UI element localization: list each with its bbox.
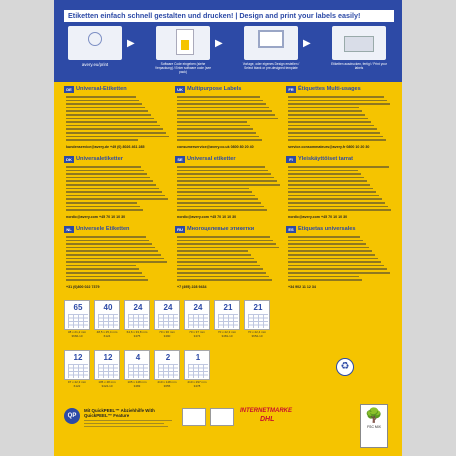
body-text-line xyxy=(177,261,257,263)
body-text-line xyxy=(288,103,390,105)
body-text-line xyxy=(66,261,167,263)
step-caption: Etiketten ausdrucken, fertig! / Print your labels xyxy=(331,62,387,70)
label-sheet-preview xyxy=(154,300,180,330)
contact-info: +7 (495) 228 9434 xyxy=(177,285,207,289)
body-text-line xyxy=(66,250,158,252)
label-format-tile xyxy=(214,300,240,340)
label-sheet-preview xyxy=(184,300,210,330)
body-text-line xyxy=(177,236,270,238)
body-text-line xyxy=(288,188,373,190)
body-text-line xyxy=(177,272,266,274)
body-text-line xyxy=(66,136,169,138)
contact-info: consumerservice@avery.co.uk 0800 80 20 40 xyxy=(177,145,254,149)
body-text-line xyxy=(66,206,140,208)
step-caption: avery.eu/print xyxy=(81,62,109,67)
recycle-icon: ♻ xyxy=(336,358,354,376)
label-size: 70 x 42,3 mm 3481-10 xyxy=(217,330,237,338)
body-text-line xyxy=(288,279,362,281)
label-sheet-preview xyxy=(244,300,270,330)
label-size: 70 x 37 mm 3474 xyxy=(189,330,205,338)
body-text-line xyxy=(66,114,151,116)
body-text-line xyxy=(66,132,166,134)
body-text-line xyxy=(288,184,370,186)
section-nl xyxy=(64,226,172,294)
contact-info: nordic@avery.com +45 70 10 10 30 xyxy=(288,215,348,219)
step-select-template xyxy=(240,24,302,78)
label-sheet-preview xyxy=(94,350,120,380)
quickpeel-illustration xyxy=(210,408,234,426)
header-title: Etiketten einfach schnell gestalten und drucken! | Design and print your labels easily! xyxy=(64,10,394,22)
body-text-line xyxy=(288,128,377,130)
section-title: Étiquettes Multi-usages xyxy=(298,86,361,92)
dhl-logo: DHL xyxy=(260,416,290,424)
section-fi xyxy=(286,156,394,224)
body-text-line xyxy=(177,121,247,123)
label-format-tile xyxy=(64,300,90,340)
body-text-line xyxy=(288,272,390,274)
body-text-line xyxy=(177,279,272,281)
labels-per-sheet: 2 xyxy=(165,353,171,362)
body-text-line xyxy=(177,250,248,252)
label-sheet-preview xyxy=(64,300,90,330)
body-text-line xyxy=(177,139,262,141)
label-format-grid xyxy=(64,300,394,400)
body-text-line xyxy=(66,272,142,274)
section-title: Multipurpose Labels xyxy=(187,86,242,92)
label-sheet-icon xyxy=(176,29,194,55)
labels-per-sheet: 65 xyxy=(73,303,83,312)
body-text-line xyxy=(288,121,371,123)
body-text-line xyxy=(66,170,144,172)
footer xyxy=(64,404,394,450)
body-text-line xyxy=(288,240,363,242)
body-text-line xyxy=(177,202,261,204)
labels-per-sheet: 40 xyxy=(103,303,113,312)
label-size: 105 x 48 mm 3424-10 xyxy=(98,380,116,388)
body-text-line xyxy=(177,177,274,179)
body-text-line xyxy=(177,188,249,190)
label-sheet-preview xyxy=(94,300,120,330)
body-text-line xyxy=(66,279,148,281)
body-text-line xyxy=(288,170,358,172)
fsc-logo xyxy=(360,404,388,448)
label-size: 64,6 x 33,8 mm 3475 xyxy=(126,330,148,338)
globe-icon xyxy=(88,32,102,46)
printer-icon xyxy=(344,36,374,52)
body-text-line xyxy=(66,191,162,193)
body-text-line xyxy=(177,96,260,98)
contact-info: service.consommateurs@avery.fr 0800 10 20 30 xyxy=(288,145,370,149)
body-text-line xyxy=(288,261,381,263)
body-text-line xyxy=(66,240,149,242)
fsc-tree-icon: 🌳 xyxy=(365,407,383,423)
label-format-tile xyxy=(64,350,90,390)
body-text-line xyxy=(288,114,365,116)
body-text-line xyxy=(66,173,147,175)
body-text-line xyxy=(177,110,272,112)
body-text-line xyxy=(177,128,253,130)
language-code: DK xyxy=(64,156,74,163)
body-text-line xyxy=(66,195,165,197)
label-sheet-preview xyxy=(214,300,240,330)
section-title: Многоцелевые этикетки xyxy=(187,226,255,232)
labels-per-sheet: 21 xyxy=(223,303,233,312)
body-text-line xyxy=(177,166,265,168)
body-text-line xyxy=(177,118,278,120)
body-text-line xyxy=(177,240,273,242)
language-code: FI xyxy=(286,156,296,163)
section-de xyxy=(64,86,172,154)
section-ru xyxy=(175,226,283,294)
section-title: Etiquetas universales xyxy=(298,226,356,232)
body-text-line xyxy=(66,166,141,168)
body-text-line xyxy=(288,139,386,141)
body-text-line xyxy=(66,177,150,179)
section-se xyxy=(175,156,283,224)
label-format-tile xyxy=(244,300,270,340)
quickpeel-title: Mit QuickPEEL™ Abziehhilfe With QuickPEEL™ Feature xyxy=(84,408,155,418)
label-sheet-preview xyxy=(124,300,150,330)
body-text-line xyxy=(288,209,391,211)
body-text-line xyxy=(177,180,277,182)
product-sheet xyxy=(54,0,402,456)
body-text-line xyxy=(66,202,137,204)
body-text-line xyxy=(66,125,160,127)
label-format-tile xyxy=(94,300,120,340)
fsc-text: FSC MIX xyxy=(367,425,381,429)
body-text-line xyxy=(177,268,263,270)
body-text-line xyxy=(288,265,384,267)
labels-per-sheet: 24 xyxy=(193,303,203,312)
contact-info: nordic@avery.com +45 70 10 10 30 xyxy=(177,215,237,219)
body-text-line xyxy=(66,139,138,141)
section-title: Universaletiketter xyxy=(76,156,123,162)
label-sheet-preview xyxy=(64,350,90,380)
body-text-line xyxy=(288,236,360,238)
body-text-line xyxy=(177,173,271,175)
labels-per-sheet: 1 xyxy=(195,353,201,362)
body-text-line xyxy=(288,250,372,252)
quickpeel-text xyxy=(84,420,174,429)
step-print xyxy=(328,24,390,78)
body-text-line xyxy=(288,125,374,127)
labels-per-sheet: 12 xyxy=(73,353,83,362)
body-text-line xyxy=(288,247,369,249)
step-software-code xyxy=(152,24,214,78)
language-code: FR xyxy=(286,86,296,93)
body-text-line xyxy=(288,198,382,200)
instruction-steps xyxy=(64,24,394,78)
arrow-right-icon: ▶ xyxy=(127,38,135,49)
instruction-header xyxy=(54,0,402,82)
section-title: Universal etiketter xyxy=(187,156,236,162)
body-text-line xyxy=(66,103,142,105)
body-text-line xyxy=(288,96,384,98)
body-text-line xyxy=(66,247,155,249)
labels-per-sheet: 12 xyxy=(103,353,113,362)
body-text-line xyxy=(66,188,159,190)
body-text-line xyxy=(177,170,268,172)
body-text-line xyxy=(177,276,269,278)
body-text-line xyxy=(288,177,364,179)
body-text-line xyxy=(288,107,359,109)
labels-per-sheet: 24 xyxy=(163,303,173,312)
body-text-line xyxy=(66,236,146,238)
quickpeel-badge: QP xyxy=(64,408,80,424)
label-format-tile xyxy=(184,350,210,390)
body-text-line xyxy=(288,258,378,260)
body-text-line xyxy=(177,243,276,245)
contact-info: nordic@avery.com +45 70 10 10 30 xyxy=(66,215,126,219)
section-fr xyxy=(286,86,394,154)
body-text-line xyxy=(288,206,388,208)
body-text-line xyxy=(66,128,163,130)
step-caption: Software Code eingeben (siehe Verpackung) / Enter software code (see pack) xyxy=(155,62,211,74)
body-text-line xyxy=(288,118,368,120)
label-sheet-preview xyxy=(154,350,180,380)
section-es xyxy=(286,226,394,294)
arrow-right-icon: ▶ xyxy=(303,38,311,49)
body-text-line xyxy=(66,243,152,245)
body-text-line xyxy=(177,247,279,249)
body-text-line xyxy=(66,268,139,270)
label-format-tile xyxy=(154,300,180,340)
internetmarke-logo: INTERNETMARKE xyxy=(240,408,292,414)
body-text-line xyxy=(288,202,385,204)
body-text-line xyxy=(177,125,250,127)
labels-per-sheet: 24 xyxy=(133,303,143,312)
body-text-line xyxy=(288,136,383,138)
body-text-line xyxy=(177,209,267,211)
body-text-line xyxy=(66,107,145,109)
label-size: 70 x 36 mm 3490 xyxy=(159,330,175,338)
body-text-line xyxy=(177,191,252,193)
body-text-line xyxy=(288,195,379,197)
body-text-line xyxy=(288,254,375,256)
body-text-line xyxy=(177,184,280,186)
label-format-tile xyxy=(124,350,150,390)
body-text-line xyxy=(177,100,263,102)
body-text-line xyxy=(177,258,254,260)
body-text-line xyxy=(177,103,266,105)
arrow-right-icon: ▶ xyxy=(215,38,223,49)
language-code: UK xyxy=(175,86,185,93)
section-title: Universal-Etiketten xyxy=(76,86,127,92)
body-text-line xyxy=(288,100,387,102)
body-text-line xyxy=(66,276,145,278)
language-code: NL xyxy=(64,226,74,233)
contact-info: +31 (0)800 022 7379 xyxy=(66,285,100,289)
body-text-line xyxy=(66,265,136,267)
body-text-line xyxy=(66,96,136,98)
body-text-line xyxy=(288,191,376,193)
label-size: 210 x 297 mm 3478 xyxy=(187,380,207,388)
body-text-line xyxy=(177,206,264,208)
language-code: DE xyxy=(64,86,74,93)
label-sheet-preview xyxy=(124,350,150,380)
body-text-line xyxy=(66,254,161,256)
body-text-line xyxy=(66,121,157,123)
body-text-line xyxy=(177,254,251,256)
label-format-tile xyxy=(94,350,120,390)
contact-info: kundenservice@avery.de +49 (0) 8026 461 285 xyxy=(66,145,145,149)
language-code: ES xyxy=(286,226,296,233)
body-text-line xyxy=(288,132,380,134)
body-text-line xyxy=(177,107,269,109)
body-text-line xyxy=(288,110,362,112)
body-text-line xyxy=(66,100,139,102)
label-size: 38 x 21,2 mm 3666-10 xyxy=(67,330,87,338)
monitor-icon xyxy=(258,30,284,48)
body-text-line xyxy=(288,166,389,168)
body-text-line xyxy=(177,136,259,138)
body-text-line xyxy=(177,198,258,200)
body-text-line xyxy=(177,265,260,267)
label-size: 210 x 148 mm 3655 xyxy=(157,380,177,388)
language-code: SE xyxy=(175,156,185,163)
body-text-line xyxy=(66,258,164,260)
body-text-line xyxy=(66,184,156,186)
label-sheet-preview xyxy=(184,350,210,380)
label-format-tile xyxy=(124,300,150,340)
label-size: 105 x 148 mm 3483 xyxy=(127,380,147,388)
section-dk xyxy=(64,156,172,224)
body-text-line xyxy=(288,268,387,270)
body-text-line xyxy=(177,132,256,134)
section-uk xyxy=(175,86,283,154)
contact-info: +34 902 11 12 34 xyxy=(288,285,316,289)
body-text-line xyxy=(66,198,168,200)
body-text-line xyxy=(288,276,359,278)
language-code: RU xyxy=(175,226,185,233)
body-text-line xyxy=(177,114,275,116)
body-text-line xyxy=(66,209,143,211)
body-text-line xyxy=(66,110,148,112)
section-title: Universele Etiketten xyxy=(76,226,130,232)
label-format-tile xyxy=(184,300,210,340)
body-text-line xyxy=(177,195,255,197)
label-size: 70 x 42,4 mm 3652-10 xyxy=(247,330,267,338)
label-size: 48,5 x 25,4 mm 6124 xyxy=(96,330,118,338)
labels-per-sheet: 21 xyxy=(253,303,263,312)
labels-per-sheet: 4 xyxy=(135,353,141,362)
body-text-line xyxy=(288,243,366,245)
body-text-line xyxy=(66,118,154,120)
section-title: Yleiskäyttöiset tarrat xyxy=(298,156,354,162)
body-text-line xyxy=(66,180,153,182)
label-size: 97 x 42,3 mm 6122 xyxy=(67,380,87,388)
body-text-line xyxy=(288,173,361,175)
step-caption: Vorlage, oder eigenes Design erstellen / Select blank or pre-designed template xyxy=(242,62,300,70)
quickpeel-illustration xyxy=(182,408,206,426)
step-website xyxy=(64,24,126,78)
language-sections xyxy=(64,86,394,296)
label-format-tile xyxy=(154,350,180,390)
body-text-line xyxy=(288,180,367,182)
